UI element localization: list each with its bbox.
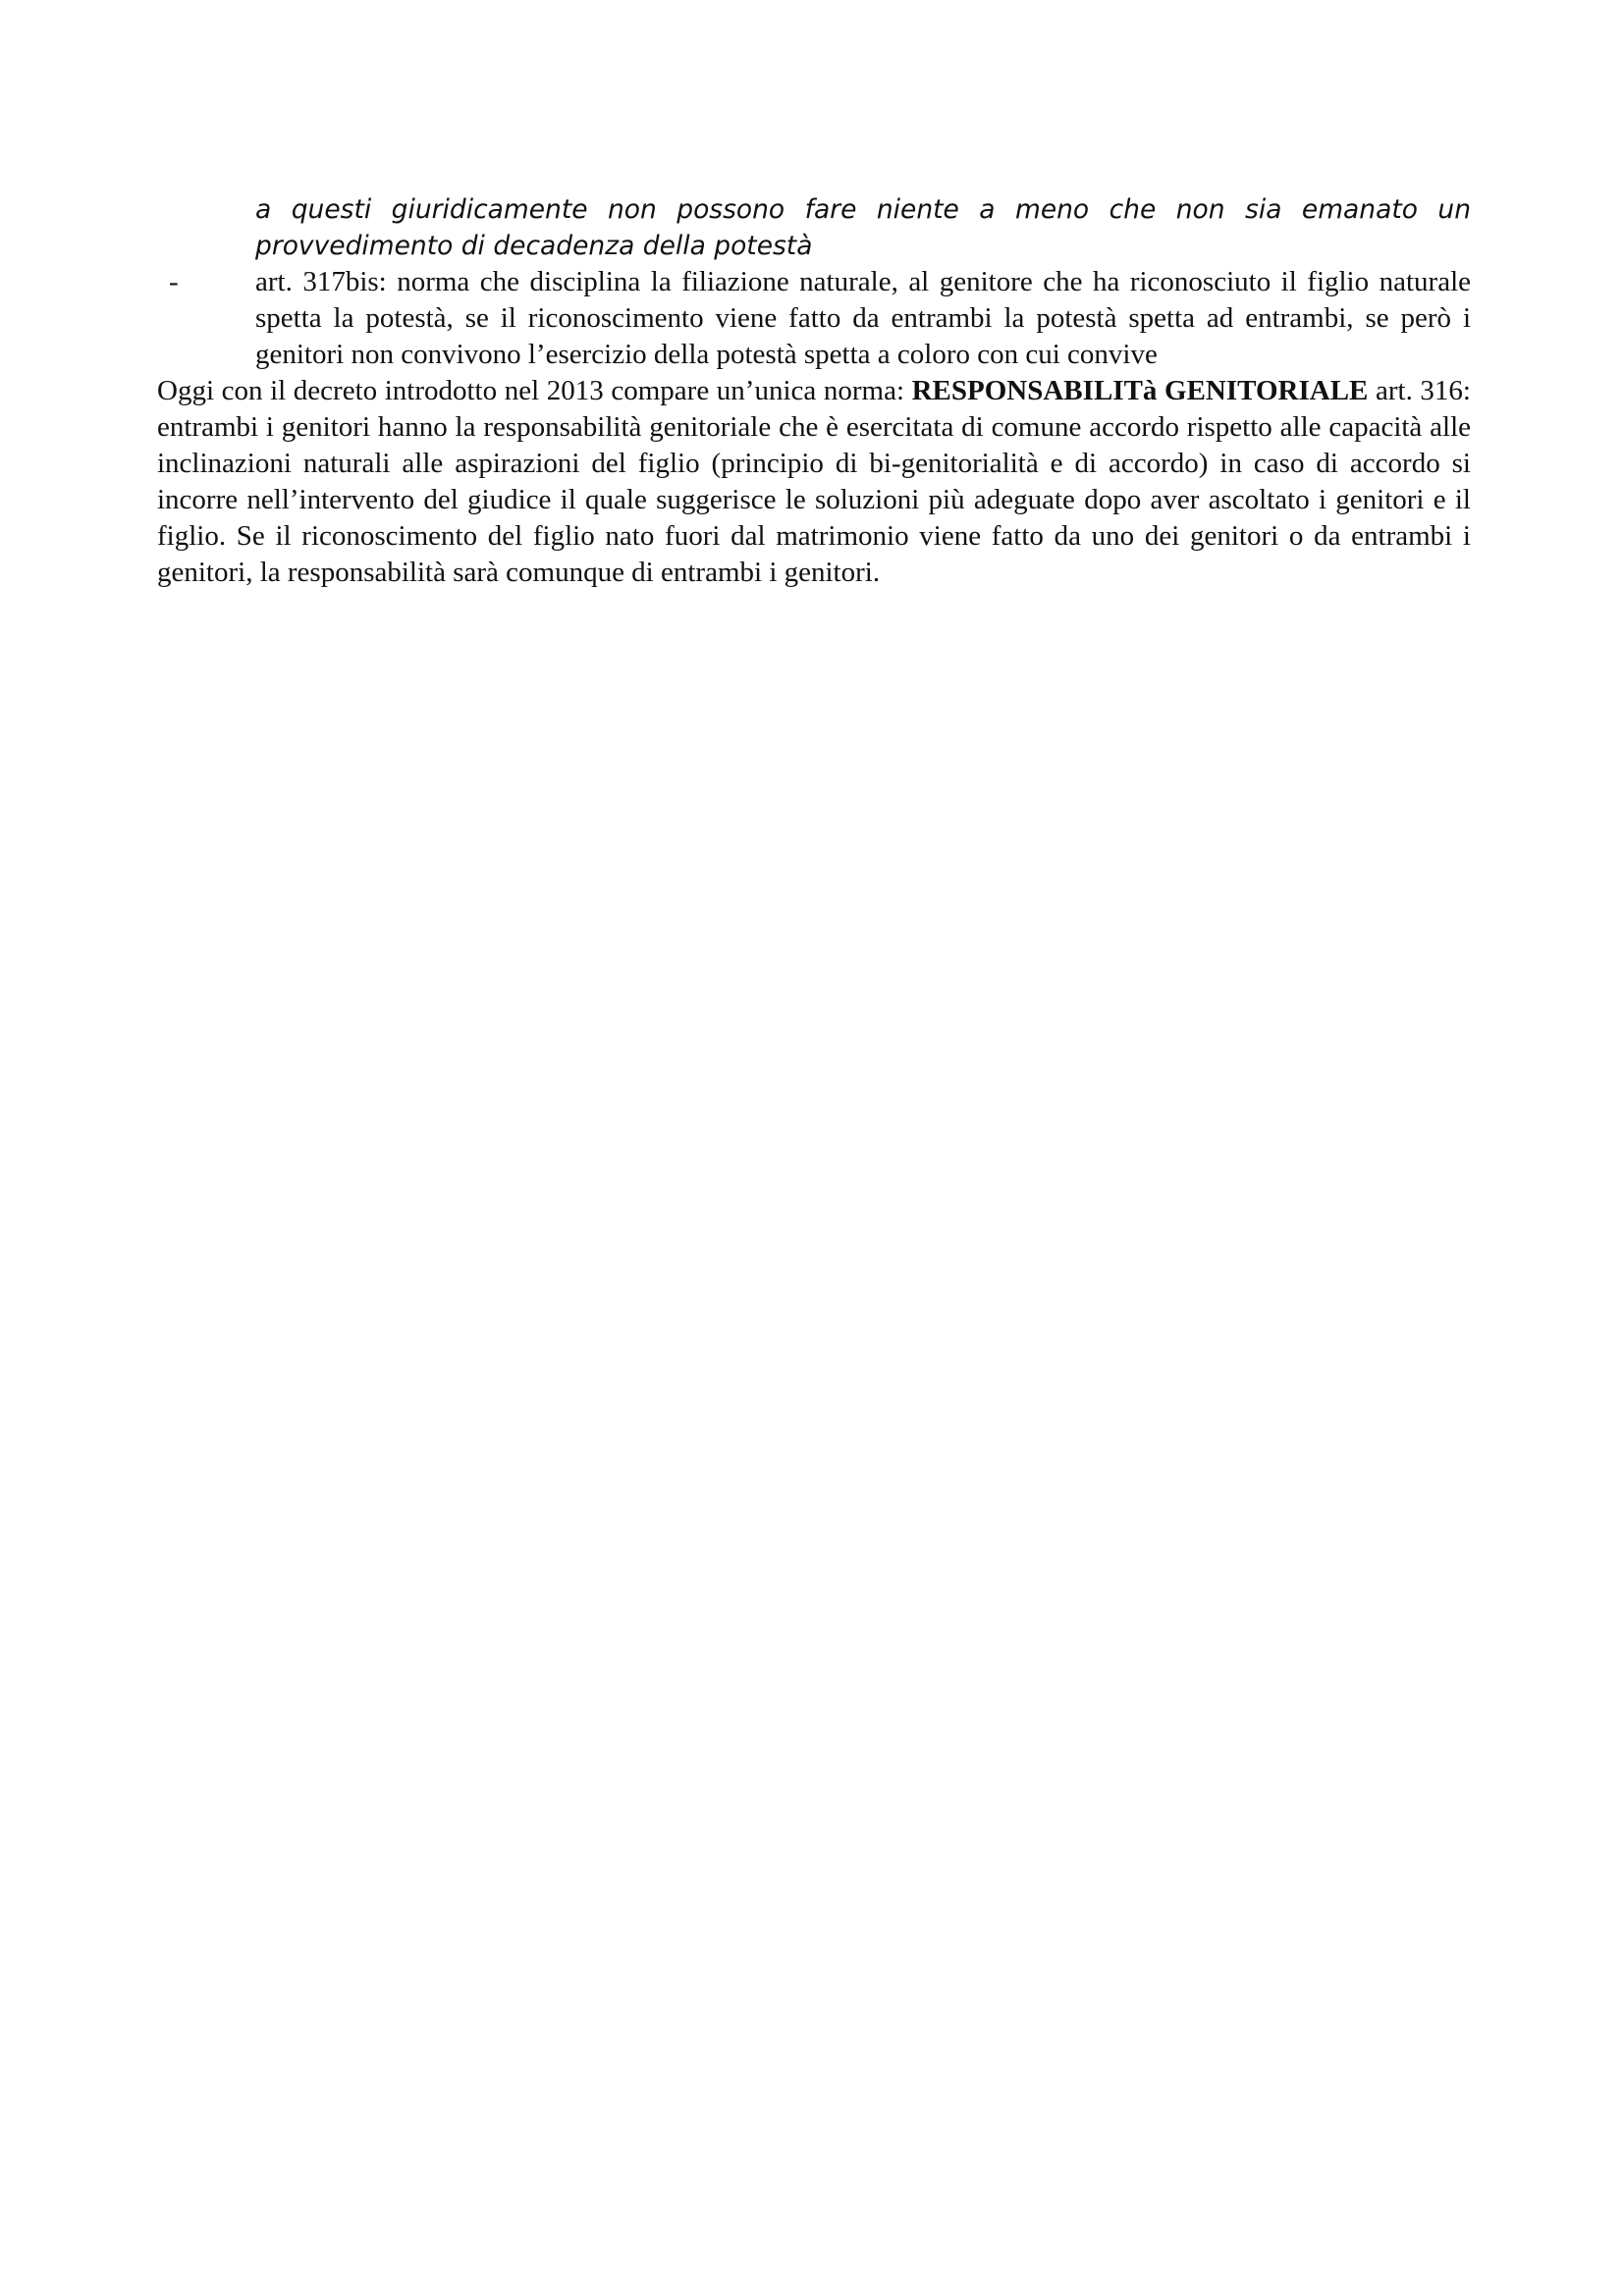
paragraph-intro: Oggi con il decreto introdotto nel 2013 compare un’unica norma: [157,375,912,406]
body-paragraph [157,373,1471,591]
bold-term-responsabilita-genitoriale: RESPONSABILITà GENITORIALE [911,375,1369,406]
document-body [157,191,1471,591]
list-bullet-dash: - [169,266,179,297]
paragraph-body: art. 316: entrambi i genitori hanno la responsabilità genitoriale che è esercitata di comune accordo rispetto alle capacità alle inclinazioni naturali alle aspirazioni del figlio (principio di bi-genitorialità e di accordo) in caso di accordo si incorre nell’intervento del giudice il quale suggerisce le soluzioni più adeguate dopo aver ascoltato i genitori e il figlio. Se il riconoscimento del figlio nato fuori dal matrimonio viene fatto da uno dei genitori o da entrambi i genitori, la responsabilità sarà comunque di entrambi i genitori. [157,375,1471,588]
continued-list-item-text: a questi giuridicamente non possono fare niente a meno che non sia emanato un provvedimento di decadenza della potestà [255,194,1471,261]
list-item-text: art. 317bis: norma che disciplina la filiazione naturale, al genitore che ha riconosciuto il figlio naturale spetta la potestà, se il riconoscimento viene fatto da entrambi la potestà spetta ad entrambi, se però i genitori non convivono l’esercizio della potestà spetta a coloro con cui convive [255,266,1471,370]
list-item [169,264,1471,373]
